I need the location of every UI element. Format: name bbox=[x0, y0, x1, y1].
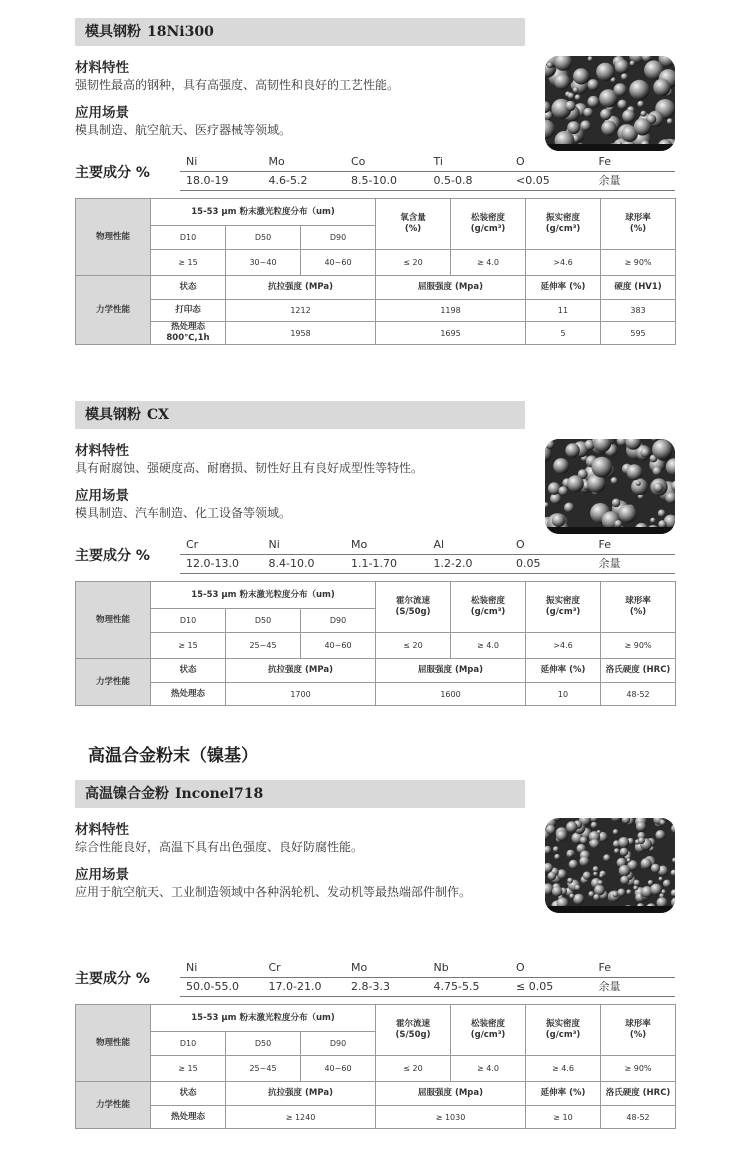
physical-header-cell: 球形率 (%) bbox=[601, 199, 676, 250]
composition-element: Mo bbox=[351, 961, 368, 974]
composition-values-row bbox=[180, 173, 675, 189]
physical-values-row bbox=[76, 633, 676, 659]
composition-value: 4.6-5.2 bbox=[268, 174, 308, 187]
physical-value: >4.6 bbox=[526, 250, 601, 276]
physical-header-row bbox=[76, 582, 676, 609]
composition-values-row bbox=[180, 979, 675, 995]
material-heading: 材料特性 bbox=[75, 443, 129, 459]
physical-header-cell: 振实密度 (g/cm³) bbox=[526, 1005, 601, 1056]
physical-value: ≥ 4.0 bbox=[451, 250, 526, 276]
composition-divider bbox=[180, 190, 675, 191]
mechanical-header-row bbox=[76, 276, 676, 300]
product-title-bar bbox=[75, 401, 525, 429]
mechanical-value: 595 bbox=[601, 322, 676, 345]
psd-column-header: D90 bbox=[301, 226, 376, 250]
psd-column-header: D50 bbox=[226, 1032, 301, 1056]
product-category: 高温镍合金粉 bbox=[85, 786, 169, 802]
physical-value: ≥ 90% bbox=[601, 633, 676, 659]
composition-value: 18.0-19 bbox=[186, 174, 229, 187]
composition-value: 0.5-0.8 bbox=[433, 174, 473, 187]
mechanical-header-row bbox=[76, 1082, 676, 1106]
application-heading: 应用场景 bbox=[75, 105, 129, 121]
psd-value: 40~60 bbox=[301, 250, 376, 276]
composition-value: 余量 bbox=[598, 174, 621, 187]
physical-header-cell: 振实密度 (g/cm³) bbox=[526, 199, 601, 250]
physical-header-cell: 霍尔流速 (S/50g) bbox=[376, 582, 451, 633]
physical-label: 物理性能 bbox=[76, 582, 151, 659]
state-cell: 热处理态 bbox=[151, 1106, 226, 1129]
composition-element: O bbox=[516, 155, 525, 168]
state-cell: 打印态 bbox=[151, 300, 226, 322]
composition-element: Ti bbox=[433, 155, 443, 168]
composition-label: 主要成分 % bbox=[75, 971, 150, 987]
physical-label: 物理性能 bbox=[76, 1005, 151, 1082]
mechanical-value: 383 bbox=[601, 300, 676, 322]
psd-value: 25~45 bbox=[226, 633, 301, 659]
composition-divider bbox=[180, 996, 675, 997]
mechanical-label: 力学性能 bbox=[76, 276, 151, 345]
mechanical-value: ≥ 10 bbox=[526, 1106, 601, 1129]
mechanical-value: 1198 bbox=[376, 300, 526, 322]
psd-value: ≥ 15 bbox=[151, 250, 226, 276]
composition-value: 12.0-13.0 bbox=[186, 557, 239, 570]
product-category: 模具钢粉 bbox=[85, 24, 141, 40]
composition-elements-row bbox=[180, 537, 675, 553]
mechanical-header-cell: 延伸率 (%) bbox=[526, 659, 601, 683]
product-title-bar bbox=[75, 780, 525, 808]
mechanical-header-cell: 抗拉强度 (MPa) bbox=[226, 276, 376, 300]
powder-micrograph-icon bbox=[545, 818, 675, 913]
mechanical-value: 11 bbox=[526, 300, 601, 322]
composition-element: Mo bbox=[351, 538, 368, 551]
application-heading: 应用场景 bbox=[75, 488, 129, 504]
composition-element: O bbox=[516, 538, 525, 551]
physical-value: ≥ 4.6 bbox=[526, 1056, 601, 1082]
composition-value: ≤ 0.05 bbox=[516, 980, 554, 993]
composition-elements-row bbox=[180, 154, 675, 170]
material-text: 强韧性最高的钢种，具有高强度、高韧性和良好的工艺性能。 bbox=[75, 78, 400, 92]
composition-divider bbox=[180, 573, 675, 574]
physical-values-row bbox=[76, 1056, 676, 1082]
psd-column-header: D50 bbox=[226, 609, 301, 633]
composition-element: Cr bbox=[186, 538, 199, 551]
physical-header-cell: 氧含量 (%) bbox=[376, 199, 451, 250]
composition-divider bbox=[180, 554, 675, 555]
powder-photo bbox=[545, 56, 675, 151]
composition-table bbox=[180, 154, 675, 192]
composition-element: Mo bbox=[268, 155, 285, 168]
composition-element: Al bbox=[433, 538, 445, 551]
product-model: CX bbox=[147, 407, 170, 423]
composition-value: 50.0-55.0 bbox=[186, 980, 239, 993]
mechanical-value-row bbox=[76, 683, 676, 706]
composition-element: Fe bbox=[598, 961, 611, 974]
product-model: Inconel718 bbox=[175, 786, 264, 802]
powder-photo bbox=[545, 439, 675, 534]
composition-value: 8.5-10.0 bbox=[351, 174, 397, 187]
composition-values-row bbox=[180, 556, 675, 572]
psd-header: 15-53 μm 粉末激光粒度分布（um) bbox=[151, 1005, 376, 1032]
psd-value: 25~45 bbox=[226, 1056, 301, 1082]
mechanical-header-cell: 屈服强度 (Mpa) bbox=[376, 659, 526, 683]
psd-header: 15-53 μm 粉末激光粒度分布（um) bbox=[151, 199, 376, 226]
physical-header-cell: 霍尔流速 (S/50g) bbox=[376, 1005, 451, 1056]
mechanical-value: 48-52 bbox=[601, 1106, 676, 1129]
physical-header-row bbox=[76, 1005, 676, 1032]
application-text: 模具制造、汽车制造、化工设备等领域。 bbox=[75, 506, 292, 520]
application-text: 模具制造、航空航天、医疗器械等领域。 bbox=[75, 123, 292, 137]
mechanical-header-cell: 抗拉强度 (MPa) bbox=[226, 659, 376, 683]
psd-column-header: D10 bbox=[151, 609, 226, 633]
composition-divider bbox=[180, 977, 675, 978]
mechanical-value-row bbox=[76, 300, 676, 322]
composition-element: Co bbox=[351, 155, 366, 168]
material-text: 综合性能良好，高温下具有出色强度、良好防腐性能。 bbox=[75, 840, 364, 854]
composition-element: Ni bbox=[186, 961, 198, 974]
physical-header-cell: 振实密度 (g/cm³) bbox=[526, 582, 601, 633]
material-heading: 材料特性 bbox=[75, 60, 129, 76]
composition-table bbox=[180, 960, 675, 998]
physical-value: ≤ 20 bbox=[376, 250, 451, 276]
mechanical-header-cell: 屈服强度 (Mpa) bbox=[376, 276, 526, 300]
composition-value: <0.05 bbox=[516, 174, 550, 187]
composition-element: Cr bbox=[268, 961, 281, 974]
psd-column-header: D90 bbox=[301, 1032, 376, 1056]
mechanical-value: 10 bbox=[526, 683, 601, 706]
composition-value: 17.0-21.0 bbox=[268, 980, 322, 993]
physical-value: ≤ 20 bbox=[376, 1056, 451, 1082]
properties-table bbox=[75, 198, 676, 345]
physical-label: 物理性能 bbox=[76, 199, 151, 276]
physical-header-cell: 松装密度 (g/cm³) bbox=[451, 199, 526, 250]
mechanical-header-cell: 延伸率 (%) bbox=[526, 1082, 601, 1106]
composition-value: 4.75-5.5 bbox=[433, 980, 480, 993]
psd-value: ≥ 15 bbox=[151, 1056, 226, 1082]
psd-value: 40~60 bbox=[301, 633, 376, 659]
mechanical-header-cell: 洛氏硬度 (HRC) bbox=[601, 1082, 676, 1106]
physical-value: ≥ 4.0 bbox=[451, 1056, 526, 1082]
physical-header-cell: 球形率 (%) bbox=[601, 582, 676, 633]
mechanical-value: ≥ 1240 bbox=[226, 1106, 376, 1129]
mechanical-header-cell: 状态 bbox=[151, 659, 226, 683]
powder-micrograph-icon bbox=[545, 56, 675, 151]
section-heading: 高温合金粉末（镍基） bbox=[88, 746, 258, 766]
mechanical-value-row bbox=[76, 322, 676, 345]
mechanical-value: 1958 bbox=[226, 322, 376, 345]
composition-label: 主要成分 % bbox=[75, 548, 150, 564]
mechanical-header-cell: 抗拉强度 (MPa) bbox=[226, 1082, 376, 1106]
mechanical-header-row bbox=[76, 659, 676, 683]
composition-value: 余量 bbox=[598, 980, 621, 993]
powder-micrograph-icon bbox=[545, 439, 675, 534]
composition-value: 8.4-10.0 bbox=[268, 557, 315, 570]
composition-value: 0.05 bbox=[516, 557, 541, 570]
mechanical-value-row bbox=[76, 1106, 676, 1129]
physical-value: ≥ 90% bbox=[601, 1056, 676, 1082]
composition-value: 1.1-1.70 bbox=[351, 557, 397, 570]
psd-column-header: D50 bbox=[226, 226, 301, 250]
composition-element: Fe bbox=[598, 155, 611, 168]
product-category: 模具钢粉 bbox=[85, 407, 141, 423]
composition-elements-row bbox=[180, 960, 675, 976]
state-cell: 热处理态 800℃,1h bbox=[151, 322, 226, 345]
physical-value: ≥ 90% bbox=[601, 250, 676, 276]
psd-column-header: D10 bbox=[151, 1032, 226, 1056]
composition-value: 2.8-3.3 bbox=[351, 980, 390, 993]
material-heading: 材料特性 bbox=[75, 822, 129, 838]
physical-value: ≥ 4.0 bbox=[451, 633, 526, 659]
physical-header-cell: 松装密度 (g/cm³) bbox=[451, 1005, 526, 1056]
mechanical-header-cell: 状态 bbox=[151, 276, 226, 300]
mechanical-label: 力学性能 bbox=[76, 659, 151, 706]
psd-column-header: D10 bbox=[151, 226, 226, 250]
mechanical-header-cell: 延伸率 (%) bbox=[526, 276, 601, 300]
state-cell: 热处理态 bbox=[151, 683, 226, 706]
mechanical-value: 1695 bbox=[376, 322, 526, 345]
mechanical-header-cell: 洛氏硬度 (HRC) bbox=[601, 659, 676, 683]
mechanical-value: 1600 bbox=[376, 683, 526, 706]
composition-element: Ni bbox=[268, 538, 280, 551]
psd-column-header: D90 bbox=[301, 609, 376, 633]
psd-header: 15-53 μm 粉末激光粒度分布（um) bbox=[151, 582, 376, 609]
physical-header-cell: 球形率 (%) bbox=[601, 1005, 676, 1056]
physical-values-row bbox=[76, 250, 676, 276]
application-text: 应用于航空航天、工业制造领域中各种涡轮机、发动机等最热端部件制作。 bbox=[75, 885, 472, 899]
psd-value: 40~60 bbox=[301, 1056, 376, 1082]
mechanical-value: 48-52 bbox=[601, 683, 676, 706]
physical-value: >4.6 bbox=[526, 633, 601, 659]
mechanical-value: 1700 bbox=[226, 683, 376, 706]
composition-element: O bbox=[516, 961, 525, 974]
properties-table bbox=[75, 581, 676, 706]
properties-table bbox=[75, 1004, 676, 1129]
mechanical-header-cell: 屈服强度 (Mpa) bbox=[376, 1082, 526, 1106]
composition-element: Ni bbox=[186, 155, 198, 168]
composition-value: 1.2-2.0 bbox=[433, 557, 473, 570]
mechanical-header-cell: 硬度 (HV1) bbox=[601, 276, 676, 300]
physical-header-row bbox=[76, 199, 676, 226]
mechanical-value: 5 bbox=[526, 322, 601, 345]
composition-divider bbox=[180, 171, 675, 172]
application-heading: 应用场景 bbox=[75, 867, 129, 883]
material-text: 具有耐腐蚀、强硬度高、耐磨损、韧性好且有良好成型性等特性。 bbox=[75, 461, 424, 475]
mechanical-label: 力学性能 bbox=[76, 1082, 151, 1129]
physical-header-cell: 松装密度 (g/cm³) bbox=[451, 582, 526, 633]
psd-value: 30~40 bbox=[226, 250, 301, 276]
mechanical-header-cell: 状态 bbox=[151, 1082, 226, 1106]
mechanical-value: 1212 bbox=[226, 300, 376, 322]
physical-value: ≤ 20 bbox=[376, 633, 451, 659]
product-model: 18Ni300 bbox=[147, 24, 214, 40]
mechanical-value: ≥ 1030 bbox=[376, 1106, 526, 1129]
powder-photo bbox=[545, 818, 675, 913]
composition-label: 主要成分 % bbox=[75, 165, 150, 181]
composition-element: Nb bbox=[433, 961, 449, 974]
composition-value: 余量 bbox=[598, 557, 621, 570]
composition-table bbox=[180, 537, 675, 575]
product-title-bar bbox=[75, 18, 525, 46]
composition-element: Fe bbox=[598, 538, 611, 551]
psd-value: ≥ 15 bbox=[151, 633, 226, 659]
